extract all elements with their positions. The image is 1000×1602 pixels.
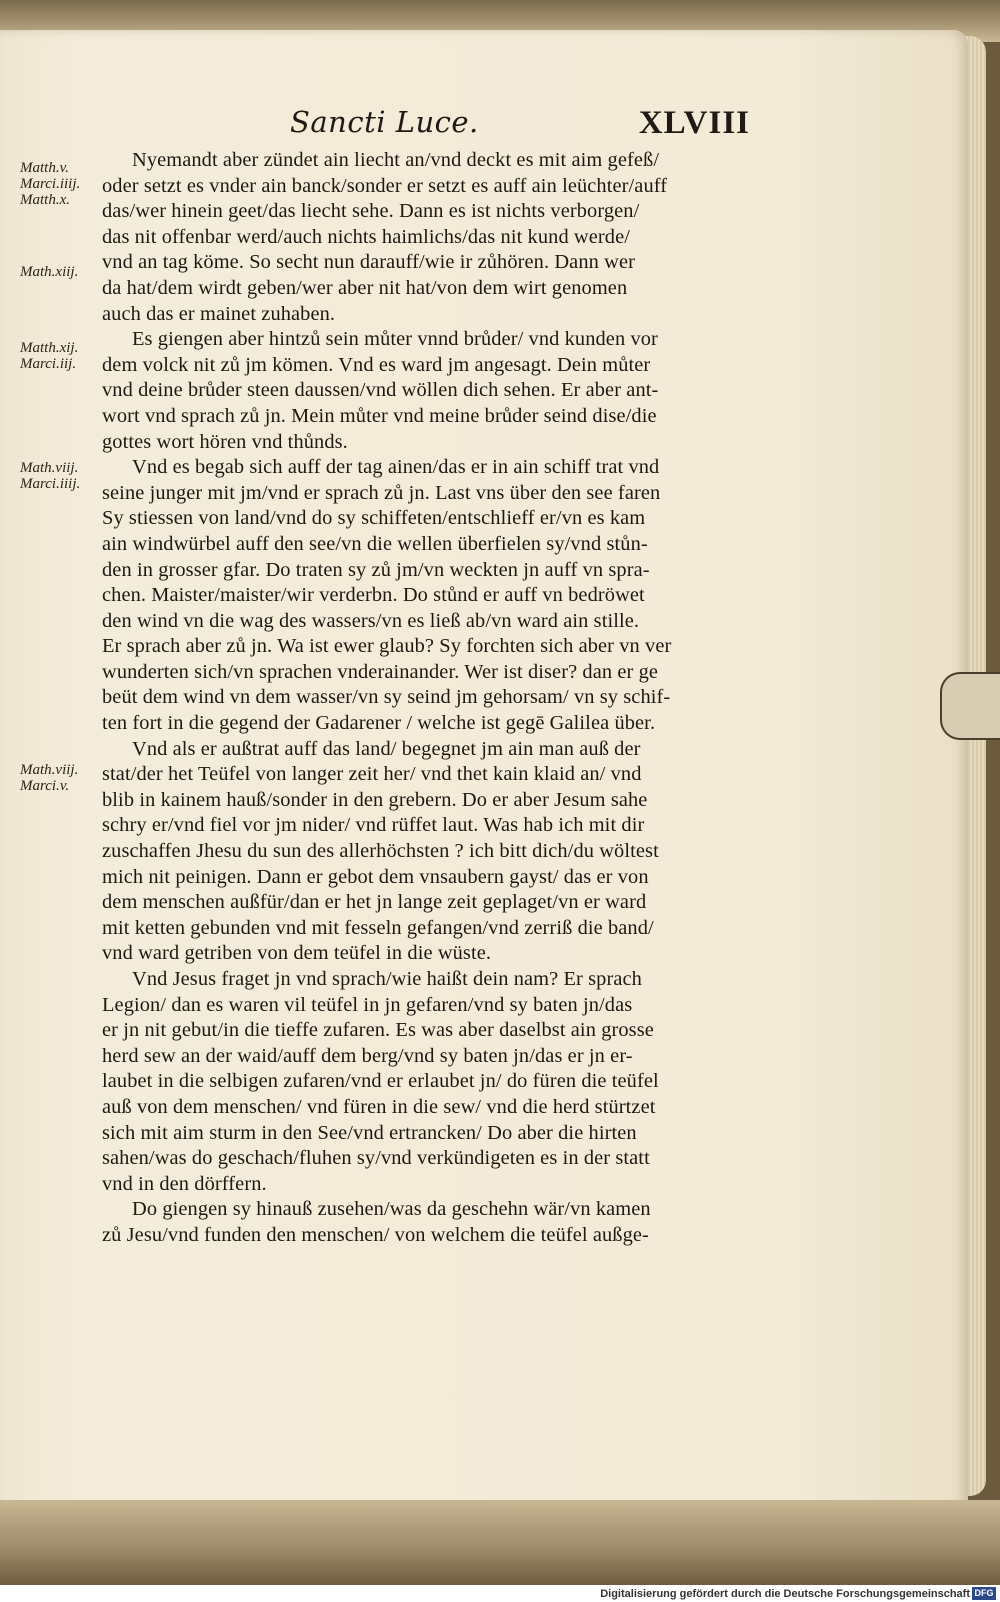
text-line: vnd ward getriben von dem teüfel in die wüste. xyxy=(102,942,492,965)
funding-credit: Digitalisierung gefördert durch die Deutsche Forschungsgemeinschaft xyxy=(600,1588,970,1600)
text-line: Sy stiessen von land/vnd do sy schiffeten/entschlieff er/vn es kam xyxy=(102,507,646,530)
text-line: ten fort in die gegend der Gadarener / welche ist gegē Galilea über. xyxy=(102,712,656,735)
text-line: vnd deine brůder steen daussen/vnd wöllen dich sehen. Er aber ant- xyxy=(102,379,659,402)
margin-note: Marci.iiij. xyxy=(20,476,81,492)
margin-note-group xyxy=(20,160,80,208)
text-line: mich nit peinigen. Dann er gebot dem vnsaubern gayst/ das er von xyxy=(102,865,649,888)
margin-note: Marci.v. xyxy=(20,778,70,794)
text-line: da hat/dem wirdt geben/wer aber nit hat/von dem wirt genomen xyxy=(102,276,628,299)
text-line: laubet in die selbigen zufaren/vnd er erlaubet jn/ do füren die teüfel xyxy=(102,1070,659,1093)
text-line: Es giengen aber hintzů sein můter vnnd brůder/ vnd kunden vor xyxy=(132,328,658,351)
margin-note-group xyxy=(20,460,80,492)
page-header xyxy=(290,105,750,145)
margin-note: Matth.xij. xyxy=(20,340,79,356)
text-line: er jn nit gebut/in die tieffe zufaren. Es was aber daselbst ain grosse xyxy=(102,1019,654,1042)
text-line: vnd in den dörffern. xyxy=(102,1172,267,1195)
margin-note-group xyxy=(20,762,78,794)
text-line: auß von dem menschen/ vnd füren in die sew/ vnd die herd stürtzet xyxy=(102,1095,656,1118)
text-line: chen. Maister/maister/wir verderbn. Do stůnd er auff vn bedröwet xyxy=(102,584,645,607)
text-line: das/wer hinein geet/das liecht sehe. Dann es ist nichts verborgen/ xyxy=(102,200,640,223)
margin-notes xyxy=(20,160,110,860)
folio-number: XLVIII xyxy=(638,105,750,141)
margin-note: Matth.x. xyxy=(20,192,70,208)
text-line: das nit offenbar werd/auch nichts haimlichs/das nit kund werde/ xyxy=(102,225,631,248)
text-line: herd sew an der waid/auff dem berg/vnd sy baten jn/das er jn er- xyxy=(102,1044,633,1067)
text-line: dem menschen außfür/dan er het jn lange zeit geplaget/vn er ward xyxy=(102,891,647,914)
margin-note: Marci.iiij. xyxy=(20,176,81,192)
margin-note: Math.xiij. xyxy=(20,264,79,280)
body-text xyxy=(102,148,742,1249)
margin-note: Matth.v. xyxy=(20,160,69,176)
text-line: Vnd Jesus fraget jn vnd sprach/wie haißt dein nam? Er sprach xyxy=(132,968,642,990)
text-line: stat/der het Teüfel von langer zeit her/ vnd thet kain klaid an/ vnd xyxy=(102,763,642,786)
text-line: den wind vn die wag des wassers/vn es ließ ab/vn ward ain stille. xyxy=(102,609,640,632)
text-line: schry er/vnd fiel vor jm nider/ vnd rüffet laut. Was hab ich mit dir xyxy=(102,814,645,837)
text-line: gottes wort hören vnd thůnds. xyxy=(102,430,348,453)
text-line: Vnd als er außtrat auff das land/ begegnet jm ain man auß der xyxy=(132,737,641,760)
text-line: auch das er mainet zuhaben. xyxy=(102,302,336,325)
text-line: sich mit aim sturm in den See/vnd ertrancken/ Do aber die hirten xyxy=(102,1121,637,1144)
text-line: oder setzt es vnder ain banck/sonder er setzt es auff ain leüchter/auff xyxy=(102,174,668,197)
margin-note: Marci.iij. xyxy=(20,356,77,372)
text-line: Legion/ dan es waren vil teüfel in jn gefaren/vnd sy baten jn/das xyxy=(102,993,633,1016)
text-line: sahen/was do geschach/fluhen sy/vnd verkündigeten es in der statt xyxy=(102,1147,650,1170)
margin-note-group xyxy=(20,264,78,280)
text-line: seine junger mit jm/vnd er sprach zů jn. Last vns über den see faren xyxy=(102,481,661,504)
text-line: blib in kainem hauß/sonder in den grebern. Do er aber Jesum sahe xyxy=(102,788,648,811)
text-line: ain windwürbel auff den see/vn die wellen überfielen sy/vnd stůn- xyxy=(102,532,648,555)
text-line: wunderten sich/vn sprachen vnderainander. Wer ist diser? dan er ge xyxy=(102,660,659,683)
text-line: Er sprach aber zů jn. Wa ist ewer glaub? Sy forchten sich aber vn ver xyxy=(102,635,672,658)
book-bottom-edge xyxy=(0,1500,1000,1585)
text-line: den in grosser gfar. Do traten sy zů jm/vn weckten jn auff vn spra- xyxy=(102,558,650,581)
text-line: Nyemandt aber zündet ain liecht an/vnd deckt es mit aim gefeß/ xyxy=(132,149,660,171)
page-tab-marker xyxy=(940,672,1000,740)
margin-note: Math.viij. xyxy=(20,460,79,476)
text-line: zů Jesu/vnd funden den menschen/ von welchem die teüfel außge- xyxy=(102,1223,649,1246)
margin-note-group xyxy=(20,340,78,372)
margin-note: Math.viij. xyxy=(20,762,79,778)
text-line: mit ketten gebunden vnd mit fesseln gefangen/vnd zerriß die band/ xyxy=(102,916,654,939)
text-line: zuschaffen Jhesu du sun des allerhöchsten ? ich bitt dich/du wöltest xyxy=(102,840,659,863)
text-line: Do giengen sy hinauß zusehen/was da geschehn wär/vn kamen xyxy=(132,1198,651,1221)
running-title: Sancti Luce. xyxy=(290,105,479,139)
text-line: beüt dem wind vn dem wasser/vn sy seind jm gehorsam/ vn sy schif- xyxy=(102,686,671,709)
dfg-logo: DFG xyxy=(972,1587,996,1600)
text-line: dem volck nit zů jm kömen. Vnd es ward jm angesagt. Dein můter xyxy=(102,353,651,376)
text-line: wort vnd sprach zů jn. Mein můter vnd meine brůder seind dise/die xyxy=(102,404,657,427)
text-line: Vnd es begab sich auff der tag ainen/das er in ain schiff trat vnd xyxy=(132,456,660,479)
text-line: vnd an tag köme. So secht nun darauff/wie ir zůhören. Dann wer xyxy=(102,251,635,274)
